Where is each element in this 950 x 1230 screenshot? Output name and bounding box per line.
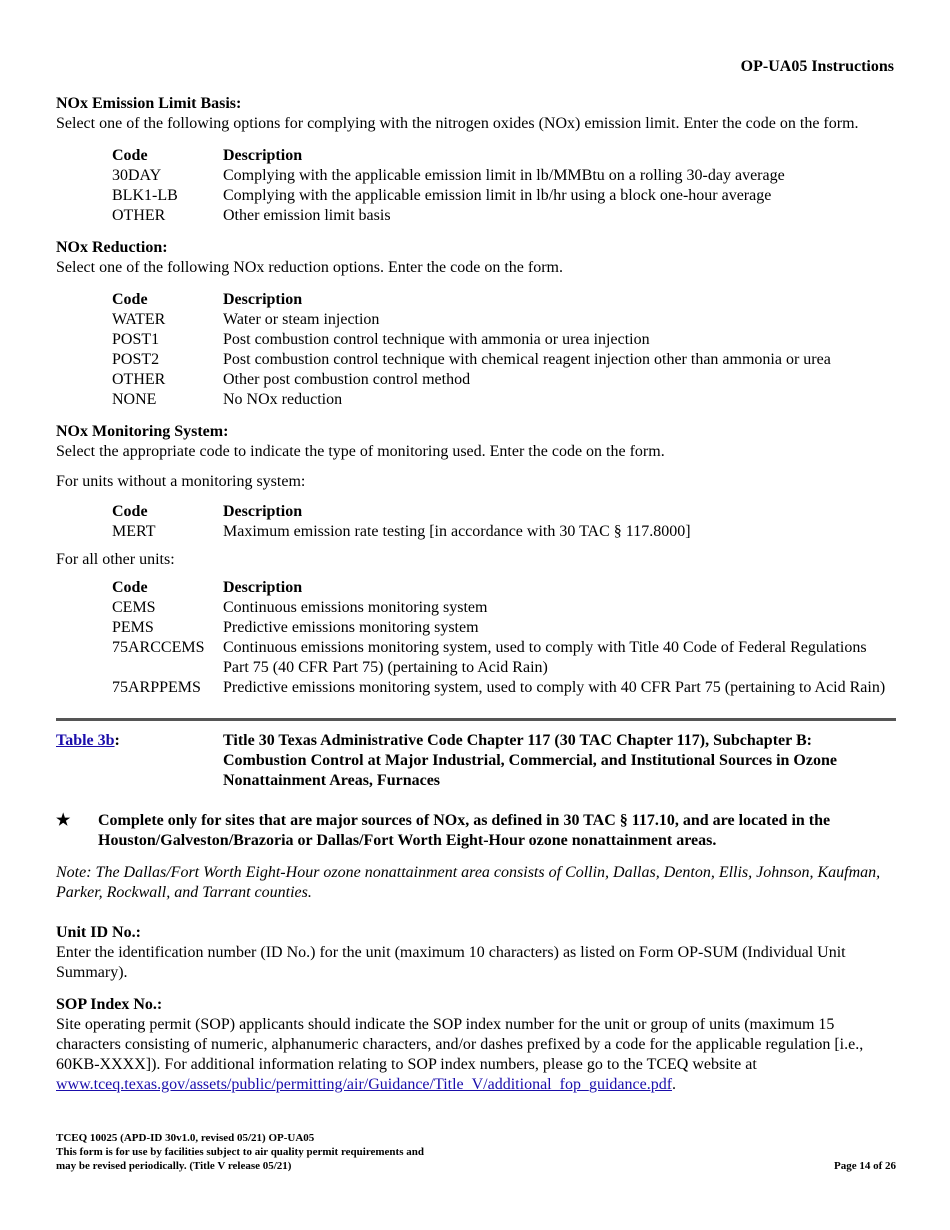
code-cell: 30DAY — [112, 167, 162, 184]
unit-id-section — [56, 923, 896, 983]
footer-usage-line: This form is for use by facilities subject to air quality permit requirements and — [56, 1146, 424, 1158]
description-cell: Continuous emissions monitoring system, used to comply with Title 40 Code of Federal Regulations Part 75 (40 CFR Part 75) (pertaining to Acid Rain) — [223, 639, 867, 676]
sop-index-heading: SOP Index No.: — [56, 996, 163, 1013]
description-cell: Predictive emissions monitoring system — [223, 619, 479, 636]
nox-limit-heading: NOx Emission Limit Basis: — [56, 95, 242, 112]
description-cell: Complying with the applicable emission limit in lb/MMBtu on a rolling 30-day average — [223, 167, 785, 184]
code-cell: POST1 — [112, 331, 160, 348]
nox-monitoring-other-table — [112, 578, 896, 698]
description-cell: Post combustion control technique with ammonia or urea injection — [223, 331, 650, 348]
nox-reduction-heading: NOx Reduction: — [56, 239, 168, 256]
page-footer — [56, 1131, 896, 1173]
nox-reduction-intro: Select one of the following NOx reduction options. Enter the code on the form. — [56, 259, 563, 276]
table-row — [112, 186, 785, 206]
code-cell: NONE — [112, 391, 157, 408]
code-cell: MERT — [112, 523, 156, 540]
star-note-text: Complete only for sites that are major sources of NOx, as defined in 30 TAC § 117.10, and are located in the Houston/Galveston/Brazoria or Dallas/Fort Worth Eight-Hour ozone nonattainment areas. — [98, 812, 831, 849]
code-cell: BLK1-LB — [112, 187, 178, 204]
table-header-row — [112, 578, 896, 598]
code-cell: OTHER — [112, 371, 166, 388]
table-row — [112, 390, 831, 410]
table-row — [112, 522, 691, 542]
nox-limit-section — [56, 94, 896, 226]
sop-index-body: Site operating permit (SOP) applicants should indicate the SOP index number for the unit or group of units (maximum 15 characters consisting of numeric, alphanumeric characters, and/or dashes prefixed by a code for the applicable regulation [i.e., 60KB-XXXX]). For additional information relating to SOP index numbers, please go to the TCEQ website at — [56, 1016, 864, 1073]
sop-index-end: . — [672, 1076, 677, 1093]
table-header-row — [112, 290, 831, 310]
table-3b-link[interactable]: Table 3b — [56, 732, 115, 749]
footer-revision-line: may be revised periodically. (Title V release 05/21) — [56, 1160, 292, 1172]
code-header: Code — [112, 291, 148, 308]
table-row — [112, 166, 785, 186]
code-cell: PEMS — [112, 619, 154, 636]
table-row — [112, 350, 831, 370]
footer-form-id: TCEQ 10025 (APD-ID 30v1.0, revised 05/21) OP-UA05 — [56, 1132, 315, 1144]
nox-monitoring-without-table — [112, 502, 691, 542]
table-row — [112, 678, 896, 698]
description-cell: No NOx reduction — [223, 391, 343, 408]
code-cell: WATER — [112, 311, 166, 328]
description-cell: Complying with the applicable emission limit in lb/hr using a block one-hour average — [223, 187, 772, 204]
star-note — [56, 811, 896, 851]
code-cell: CEMS — [112, 599, 156, 616]
table-row — [112, 330, 831, 350]
table-row — [112, 618, 896, 638]
sop-index-section — [56, 995, 896, 1095]
description-cell: Other post combustion control method — [223, 371, 471, 388]
table-row — [112, 206, 785, 226]
nox-limit-intro: Select one of the following options for complying with the nitrogen oxides (NOx) emission limit. Enter the code on the form. — [56, 115, 859, 132]
description-cell: Continuous emissions monitoring system — [223, 599, 488, 616]
nox-reduction-table — [112, 290, 831, 410]
star-icon: ★ — [56, 812, 71, 829]
code-header: Code — [112, 579, 148, 596]
table-row — [112, 638, 896, 678]
table-3b-heading — [56, 731, 896, 791]
table-header-row — [112, 502, 691, 522]
code-cell: 75ARCCEMS — [112, 639, 205, 656]
dfw-note: Note: The Dallas/Fort Worth Eight-Hour ozone nonattainment area consists of Collin, Dallas, Denton, Ellis, Johnson, Kaufman, Parker, Rockwall, and Tarrant counties. — [56, 864, 881, 901]
unit-id-heading: Unit ID No.: — [56, 924, 141, 941]
table-3b-title: Title 30 Texas Administrative Code Chapter 117 (30 TAC Chapter 117), Subchapter B: Combustion Control at Major Industrial, Commercial, and Institutional Sources in Ozone Nonattainment Areas, Furnaces — [223, 732, 837, 789]
table-3b-label — [56, 731, 223, 791]
nox-monitoring-heading: NOx Monitoring System: — [56, 423, 229, 440]
code-header: Code — [112, 503, 148, 520]
nox-reduction-section — [56, 238, 896, 410]
table-row — [112, 598, 896, 618]
table-row — [112, 370, 831, 390]
description-cell: Predictive emissions monitoring system, used to comply with 40 CFR Part 75 (pertaining to Acid Rain) — [223, 679, 886, 696]
code-header: Code — [112, 147, 148, 164]
description-cell: Post combustion control technique with chemical reagent injection other than ammonia or urea — [223, 351, 831, 368]
table-3b-colon: : — [114, 732, 120, 749]
nox-limit-table — [112, 146, 785, 226]
table-row — [112, 310, 831, 330]
unit-id-text: Enter the identification number (ID No.) for the unit (maximum 10 characters) as listed on Form OP-SUM (Individual Unit Summary). — [56, 944, 846, 981]
code-cell: POST2 — [112, 351, 160, 368]
sop-index-text — [56, 1015, 896, 1095]
description-cell: Other emission limit basis — [223, 207, 391, 224]
description-header: Description — [223, 291, 303, 308]
page-number: Page 14 of 26 — [833, 1160, 896, 1172]
nox-monitoring-intro: Select the appropriate code to indicate the type of monitoring used. Enter the code on the form. — [56, 443, 665, 460]
description-header: Description — [223, 147, 303, 164]
description-cell: Maximum emission rate testing [in accordance with 30 TAC § 117.8000] — [223, 523, 691, 540]
nox-monitoring-section — [56, 422, 896, 698]
code-cell: OTHER — [112, 207, 166, 224]
table-header-row — [112, 146, 785, 166]
page-content — [56, 94, 896, 1095]
section-divider — [56, 718, 896, 721]
page-header-title: OP-UA05 Instructions — [740, 58, 894, 75]
other-units-label: For all other units: — [56, 551, 175, 568]
description-cell: Water or steam injection — [223, 311, 380, 328]
without-monitoring-label: For units without a monitoring system: — [56, 473, 306, 490]
description-header: Description — [223, 579, 303, 596]
tceq-guidance-link[interactable]: www.tceq.texas.gov/assets/public/permitting/air/Guidance/Title_V/additional_fop_guidance.pdf — [56, 1076, 673, 1093]
description-header: Description — [223, 503, 303, 520]
code-cell: 75ARPPEMS — [112, 679, 201, 696]
